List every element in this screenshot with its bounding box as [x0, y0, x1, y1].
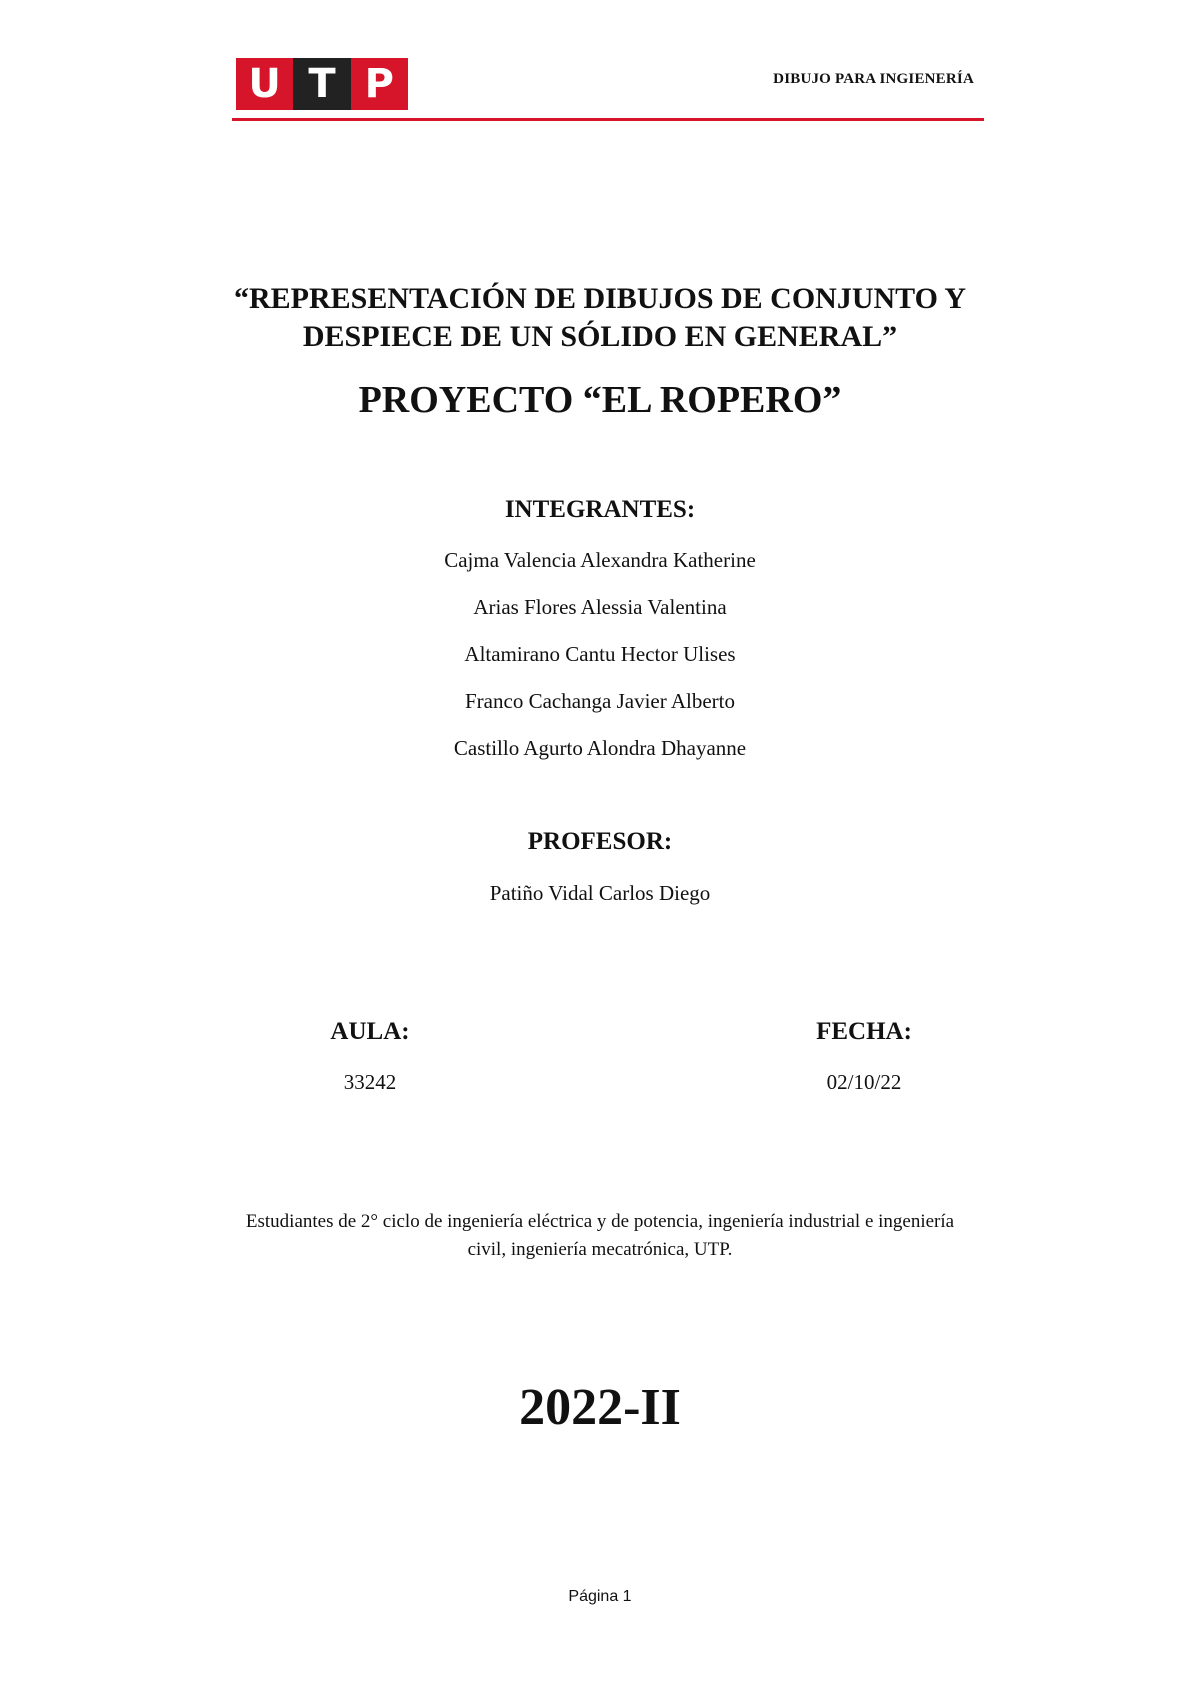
member-name-3: Altamirano Cantu Hector Ulises — [464, 642, 736, 666]
date-block — [790, 1018, 938, 1095]
logo-letter-p: P — [351, 58, 408, 110]
header-course-name: DIBUJO PARA INGIENERÍA — [773, 71, 974, 87]
students-description-line-2: civil, ingeniería mecatrónica, UTP. — [467, 1239, 733, 1260]
logo-letter-u: U — [236, 58, 293, 110]
member-name-1: Cajma Valencia Alexandra Katherine — [444, 548, 756, 572]
date-value: 02/10/22 — [826, 1070, 902, 1094]
project-title: PROYECTO “EL ROPERO” — [358, 379, 842, 421]
document-title-line-2: DESPIECE DE UN SÓLIDO EN GENERAL” — [302, 320, 898, 353]
member-name-2: Arias Flores Alessia Valentina — [473, 595, 727, 619]
academic-term: 2022-II — [519, 1379, 681, 1436]
members-label: INTEGRANTES: — [504, 496, 696, 523]
logo-letter-t: T — [293, 58, 350, 110]
member-name-5: Castillo Agurto Alondra Dhayanne — [453, 736, 747, 760]
member-name-4: Franco Cachanga Javier Alberto — [465, 689, 735, 713]
classroom-block — [296, 1018, 444, 1095]
utp-logo — [236, 58, 408, 110]
students-description-line-1: Estudiantes de 2° ciclo de ingeniería eléctrica y de potencia, ingeniería industrial e ingeniería — [245, 1211, 955, 1232]
date-label: FECHA: — [816, 1018, 912, 1045]
students-description — [0, 1208, 1200, 1264]
document-title-line-1: “REPRESENTACIÓN DE DIBUJOS DE CONJUNTO Y — [233, 282, 967, 315]
classroom-label: AULA: — [330, 1018, 410, 1045]
page-number: Página 1 — [568, 1588, 632, 1605]
professor-name: Patiño Vidal Carlos Diego — [489, 881, 711, 905]
professor-label: PROFESOR: — [527, 828, 673, 855]
header-divider — [232, 118, 984, 121]
classroom-value: 33242 — [343, 1070, 397, 1094]
